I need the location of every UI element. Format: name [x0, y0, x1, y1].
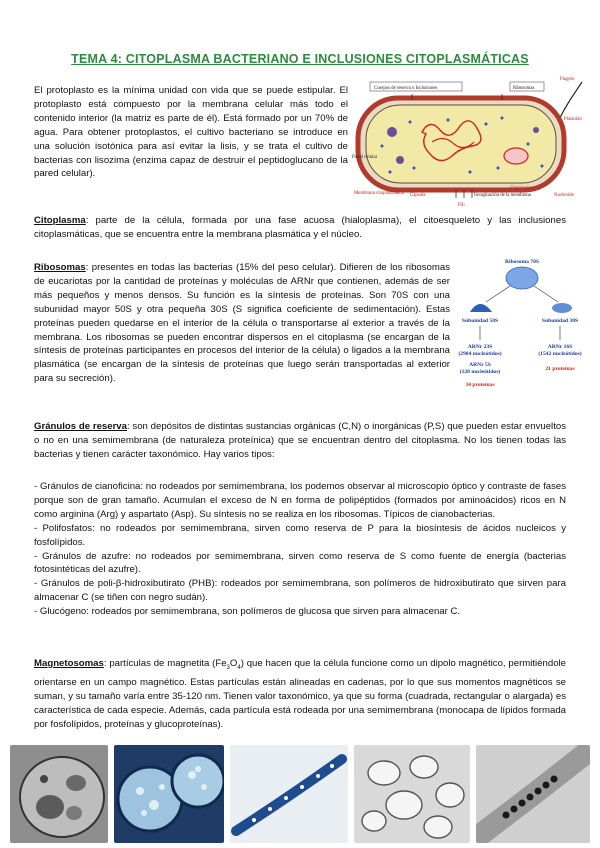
- magnetosomas-term: Magnetosomas: [34, 658, 104, 669]
- label-cuerpos: Cuerpos de reserva o Inclusiones: [374, 86, 438, 91]
- proteins-34-label: 34 proteínas: [465, 382, 495, 388]
- citoplasma-term: Citoplasma: [34, 215, 86, 226]
- subscript-4: 4: [237, 664, 241, 671]
- granulos-text: : son depósitos de distintas sustancias orgánicas (C,N) o inorgánicas (P,S) que pueden estar envueltos o no en una semimembrana (de naturaleza proteínica) que se encuentran dentro del citoplasma. No los tienen todas las bacterias y tienen carácter taxonómico. Hay varios tipos:: [34, 421, 566, 460]
- label-nucleoide: Nucleoide: [554, 193, 574, 198]
- citoplasma-text: : parte de la célula, formada por una fase acuosa (hialoplasma), el citoesqueleto y las inclusiones citoplasmáticas, que se encuentra entre la membrana plasmática y el núcleo.: [34, 215, 566, 240]
- intro-paragraph: El protoplasto es la mínima unidad con vida que se puede estipular. El protoplasto está compuesto por la membrana celular más todo el contenido interior (la matriz es parte de él). Está formado por un 70% de agua. Para obtener protoplastos, el cultivo bacteriano se introduce en una solución isotónica para así evitar la lisis, y se trata el cultivo de bacterias con lisozima (enzima capaz de destruir el peptidoglucano de la pared celular).: [34, 85, 348, 180]
- micrograph-1: [10, 745, 108, 843]
- magnetosomas-text-1: : partículas de magnetita (Fe: [103, 658, 227, 669]
- list-item: - Gránulos de azufre: no rodeados por semimembrana, sirven como reserva de S como fuente de energía (bacterias fotosintéticas del azufre).: [34, 550, 566, 576]
- list-item: - Gránulos de poli-β-hidroxibutirato (PHB): rodeados por semimembrana, son polímeros de hidroxibutirato que sirven para almacenar C (se tiñen con negro sudán).: [34, 578, 566, 604]
- rna-16s-count: (1542 nucleótidos): [538, 351, 582, 357]
- granulos-paragraph: [34, 420, 566, 462]
- proteins-21-label: 21 proteínas: [545, 366, 575, 372]
- rna-23s-label: ARNr 23S: [467, 344, 493, 350]
- micrograph-3: [230, 745, 348, 843]
- rna-16s-label: ARNr 16S: [547, 344, 573, 350]
- label-citoplasma: Citoplasma: [510, 186, 532, 191]
- label-ribosomas: Ribosomas: [513, 86, 535, 91]
- subunit-30s-label: Subunidad 30S: [541, 318, 579, 324]
- label-capsula: Cápsula: [410, 193, 426, 198]
- label-pared: Pared celular: [352, 155, 378, 160]
- magnetosomas-o: O: [229, 658, 238, 669]
- ribosomas-text: : presentes en todas las bacterias (15% del peso celular). Difieren de los ribosomas de eucariotas por la cantidad de proteínas y moléculas de ARNr que contienen, además de ser más pequeños y menos densos. Su función es la síntesis de proteínas. Son 70S con una subunidad mayor 50S y otra pequeña 30S (S significa coeficiente de sedimentación). Estas proteínas pueden quedarse en el interior de la célula o transportarse al exterior a través de la membrana. Los ribosomas se pueden encontrar dispersos en el citoplasma (se encargan de la síntesis de proteínas participantes en procesos del interior de la célula) o ligados a la membrana plasmática (se encargan de la síntesis de proteínas que luego serán transportadas al exterior para su secreción).: [34, 262, 450, 385]
- page-title: TEMA 4: CITOPLASMA BACTERIANO E INCLUSIONES CITOPLASMÁTICAS: [71, 52, 529, 66]
- label-invaginacion: Invaginación de la membrana: [474, 193, 531, 198]
- ribosome-70s-label: Ribosoma 70S: [504, 259, 540, 265]
- list-item: - Glucógeno: rodeados por semimembrana, son polímeros de glucosa que sirven para almacenar C.: [34, 606, 461, 618]
- magnetosomas-paragraph: [34, 657, 566, 731]
- magnetosomas-text-2: ) que hacen que la célula funcione como un dipolo magnético, permitiéndole orientarse en un campo magnético. Estas partículas están alineadas en cadenas, por lo que sus momentos magnéticos se suman, y su tamaño varía entre 35-120 nm. Tienen valor taxonómico, ya que su forma (cuadrada, rectangular o alargada) es característica de cada especie. Además, cada partícula está rodeada por una semimembrana (monocapa de lípidos formada por fosfolípidos, proteínas y glucoproteínas).: [34, 658, 566, 730]
- label-plasmido: Plásmido: [564, 117, 582, 122]
- rna-5s-label: ARNr 5S: [469, 362, 491, 368]
- subscript-3: 3: [226, 664, 230, 671]
- rna-23s-count: (2904 nucleótidos): [458, 351, 502, 357]
- micrograph-4: [354, 745, 470, 843]
- bacterial-cell-diagram: [352, 72, 586, 208]
- granulos-term: Gránulos de reserva: [34, 421, 127, 432]
- label-flagelo: Flagelo: [560, 77, 575, 82]
- list-item: - Polifosfatos: no rodeados por semimembrana, sirven como reserva de P para la biosíntesis de ácidos nucleicos y fosfolípidos.: [34, 522, 566, 548]
- ribosome-diagram: [454, 256, 590, 396]
- micrograph-5: [476, 745, 590, 843]
- ribosomas-paragraph: [34, 261, 450, 386]
- label-membrana: Membrana citoplasmática: [354, 191, 404, 196]
- ribosomas-term: Ribosomas: [34, 262, 86, 273]
- micrograph-2: [114, 745, 224, 843]
- subunit-50s-label: Subunidad 50S: [461, 318, 499, 324]
- rna-5s-count: (120 nucleótidos): [459, 369, 501, 375]
- citoplasma-paragraph: [34, 214, 566, 242]
- reserve-types-list: [34, 480, 566, 619]
- list-item: - Gránulos de cianoficina: no rodeados por semimembrana, los podemos observar al microscopio óptico y contraste de fases porque son de gran tamaño. Acumulan el exceso de N en forma de polipéptidos (formados por aminoácidos) ricos en N como arginina (Arg) y aspartato (Asp). Su síntesis no se realiza en los ribosomas. Típicos de cianobacterias.: [34, 481, 566, 520]
- label-pili: Pili: [458, 203, 465, 208]
